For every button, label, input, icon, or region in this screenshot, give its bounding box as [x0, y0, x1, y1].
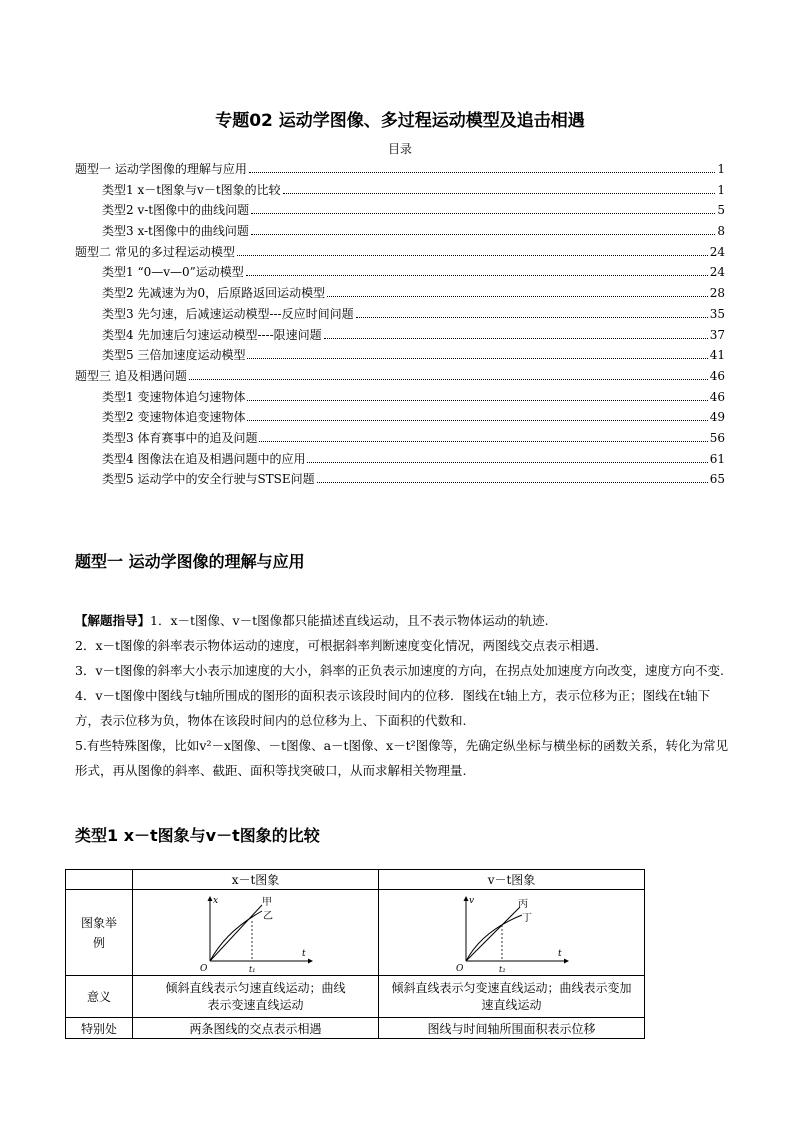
toc-entry[interactable] — [75, 243, 725, 264]
toc-entry-page: 8 — [717, 224, 725, 239]
comparison-table — [65, 869, 645, 1039]
vt-graph — [452, 893, 572, 973]
toc-entry[interactable] — [75, 388, 725, 409]
toc-entry[interactable] — [75, 326, 725, 347]
xt-meaning: 倾斜直线表示匀速直线运动；曲线表示变速直线运动 — [133, 976, 379, 1018]
vt-x-label: t — [557, 948, 562, 959]
toc-entry-label: 类型4 图像法在追及相遇问题中的应用 — [102, 451, 306, 466]
t-axis-arrow — [564, 958, 569, 963]
toc-entry-label: 类型4 先加速后匀速运动模型----限速问题 — [102, 327, 322, 342]
toc-entry[interactable] — [75, 429, 725, 450]
curve-ding — [466, 915, 522, 961]
toc-entry[interactable] — [75, 470, 725, 491]
subsection-heading: 类型1 x－t图象与v－t图象的比较 — [75, 826, 320, 845]
toc-leader-dots — [237, 255, 708, 256]
toc-entry-page: 28 — [709, 286, 725, 301]
toc-entry-label: 类型1 x－t图象与v－t图象的比较 — [102, 182, 281, 197]
table-corner-cell — [66, 870, 133, 890]
toc-entry[interactable] — [75, 367, 725, 388]
toc-leader-dots — [246, 275, 708, 276]
guide-paragraph-3: 3．v－t图像的斜率大小表示加速度的大小，斜率的正负表示加速度的方向，在拐点处加速度方向改变，速度方向不变. — [75, 663, 725, 678]
toc-entry[interactable] — [75, 201, 725, 222]
toc-entry-page: 24 — [709, 265, 725, 280]
toc-entry[interactable] — [75, 263, 725, 284]
label-bing: 丙 — [517, 898, 528, 910]
toc-entry-page: 65 — [709, 472, 725, 487]
toc-entry-label: 类型3 x-t图像中的曲线问题 — [102, 224, 249, 239]
toc-entry[interactable] — [75, 305, 725, 326]
toc-leader-dots — [307, 462, 707, 463]
toc-entry[interactable] — [75, 284, 725, 305]
row-label-meaning: 意义 — [66, 976, 133, 1018]
toc-leader-dots — [247, 420, 707, 421]
toc-entry-label: 类型1 变速物体追匀速物体 — [102, 389, 246, 404]
guide-paragraph-4: 4．v－t图像中图线与t轴所围成的图形的面积表示该段时间内的位移．图线在t轴上方，表示位移为正；图线在t轴下方，表示位移为负，物体在该段时间内的总位移为上、下面积的代数和. — [75, 688, 711, 728]
toc-entry-label: 类型3 先匀速，后减速运动模型---反应时间问题 — [102, 306, 354, 321]
vt-graph-cell — [379, 890, 645, 976]
toc-entry[interactable] — [75, 346, 725, 367]
xt-origin: O — [199, 963, 207, 973]
guide-paragraph-5: 5.有些特殊图像，比如v²－x图像、－t图像、a－t图像、x－t²图像等，先确定纵坐标与横坐标的函数关系，转化为常见形式，再从图像的斜率、截距、面积等找突破口，从而求解相关物理量. — [75, 738, 729, 778]
v-axis-arrow — [463, 896, 468, 901]
guide-paragraph-2: 2．x－t图像的斜率表示物体运动的速度，可根据斜率判断速度变化情况，两图线交点表示相遇. — [75, 638, 600, 653]
vt-origin: O — [455, 963, 463, 973]
curve-yi — [210, 911, 262, 961]
toc-entry-label: 类型5 运动学中的安全行驶与STSE问题 — [102, 472, 315, 487]
toc-entry[interactable] — [75, 160, 725, 181]
toc-entry[interactable] — [75, 222, 725, 243]
label-yi: 乙 — [262, 910, 273, 922]
toc-entry-label: 类型3 体育赛事中的追及问题 — [102, 430, 258, 445]
vt-tick: t₂ — [498, 964, 505, 973]
header-vt: v－t图象 — [379, 870, 645, 890]
toc-leader-dots — [251, 234, 715, 235]
toc-entry-page: 5 — [717, 203, 725, 218]
table-header-row — [66, 870, 645, 890]
toc-entry-label: 类型5 三倍加速度运动模型 — [102, 348, 246, 363]
toc-entry-page: 41 — [709, 348, 725, 363]
section-heading: 题型一 运动学图像的理解与应用 — [75, 552, 305, 571]
toc-entry-label: 类型2 先减速为为0，后原路返回运动模型 — [102, 286, 326, 301]
table-row — [66, 1018, 645, 1039]
xt-y-label: x — [212, 895, 218, 906]
solving-guide — [75, 608, 735, 783]
toc-leader-dots — [324, 338, 708, 339]
toc-entry-page: 24 — [709, 244, 725, 259]
toc-entry[interactable] — [75, 450, 725, 471]
vt-special: 图线与时间轴所围面积表示位移 — [379, 1018, 645, 1039]
vt-meaning: 倾斜直线表示匀变速直线运动；曲线表示变加速直线运动 — [379, 976, 645, 1018]
toc-entry-page: 46 — [709, 389, 725, 404]
label-ding: 丁 — [521, 912, 532, 924]
t-axis-arrow — [308, 958, 313, 963]
toc-entry-page: 1 — [717, 162, 725, 176]
toc-leader-dots — [247, 400, 707, 401]
toc-leader-dots — [247, 358, 707, 359]
x-axis-arrow — [207, 896, 212, 901]
table-row — [66, 890, 645, 976]
toc-entry-page: 37 — [709, 327, 725, 342]
label-jia: 甲 — [261, 896, 272, 908]
xt-tick: t₁ — [248, 964, 255, 973]
toc-entry-page: 61 — [709, 451, 725, 466]
toc-entry-label: 类型2 变速物体追变速物体 — [102, 410, 246, 425]
toc-leader-dots — [249, 172, 716, 173]
row-label-special: 特别处 — [66, 1018, 133, 1039]
toc-entry-page: 35 — [709, 306, 725, 321]
xt-special: 两条图线的交点表示相遇 — [133, 1018, 379, 1039]
toc-leader-dots — [356, 317, 708, 318]
guide-lead: 【解题指导】 — [75, 613, 151, 628]
toc-entry-page: 49 — [709, 410, 725, 425]
toc-entry-page: 1 — [717, 182, 725, 197]
guide-paragraph-1: 【解题指导】1．x－t图像、v－t图像都只能描述直线运动，且不表示物体运动的轨迹. — [75, 613, 549, 628]
toc-heading: 目录 — [387, 142, 412, 156]
toc-entry-label: 题型三 追及相遇问题 — [75, 368, 187, 383]
line-jia — [210, 905, 262, 961]
toc-leader-dots — [251, 213, 715, 214]
toc-entry[interactable] — [75, 181, 725, 202]
toc-entry-label: 题型一 运动学图像的理解与应用 — [75, 162, 247, 176]
vt-y-label: v — [468, 895, 474, 906]
page-title: 专题02 运动学图像、多过程运动模型及追击相遇 — [215, 111, 585, 131]
xt-graph-cell — [133, 890, 379, 976]
toc-leader-dots — [327, 296, 708, 297]
table-of-contents — [75, 160, 725, 491]
header-xt: x－t图象 — [133, 870, 379, 890]
table-row — [66, 976, 645, 1018]
row-label-example: 图象举例 — [66, 890, 133, 976]
xt-graph — [196, 893, 316, 973]
toc-leader-dots — [189, 379, 708, 380]
toc-entry[interactable] — [75, 408, 725, 429]
toc-entry-label: 类型2 v-t图像中的曲线问题 — [102, 203, 250, 218]
toc-entry-label: 类型1 “0—v—0”运动模型 — [102, 265, 244, 280]
toc-entry-page: 46 — [709, 368, 725, 383]
toc-entry-label: 题型二 常见的多过程运动模型 — [75, 244, 235, 259]
toc-entry-page: 56 — [709, 430, 725, 445]
toc-leader-dots — [259, 441, 707, 442]
toc-leader-dots — [283, 193, 716, 194]
line-bing — [466, 907, 520, 961]
xt-x-label: t — [301, 948, 306, 959]
toc-leader-dots — [317, 482, 708, 483]
